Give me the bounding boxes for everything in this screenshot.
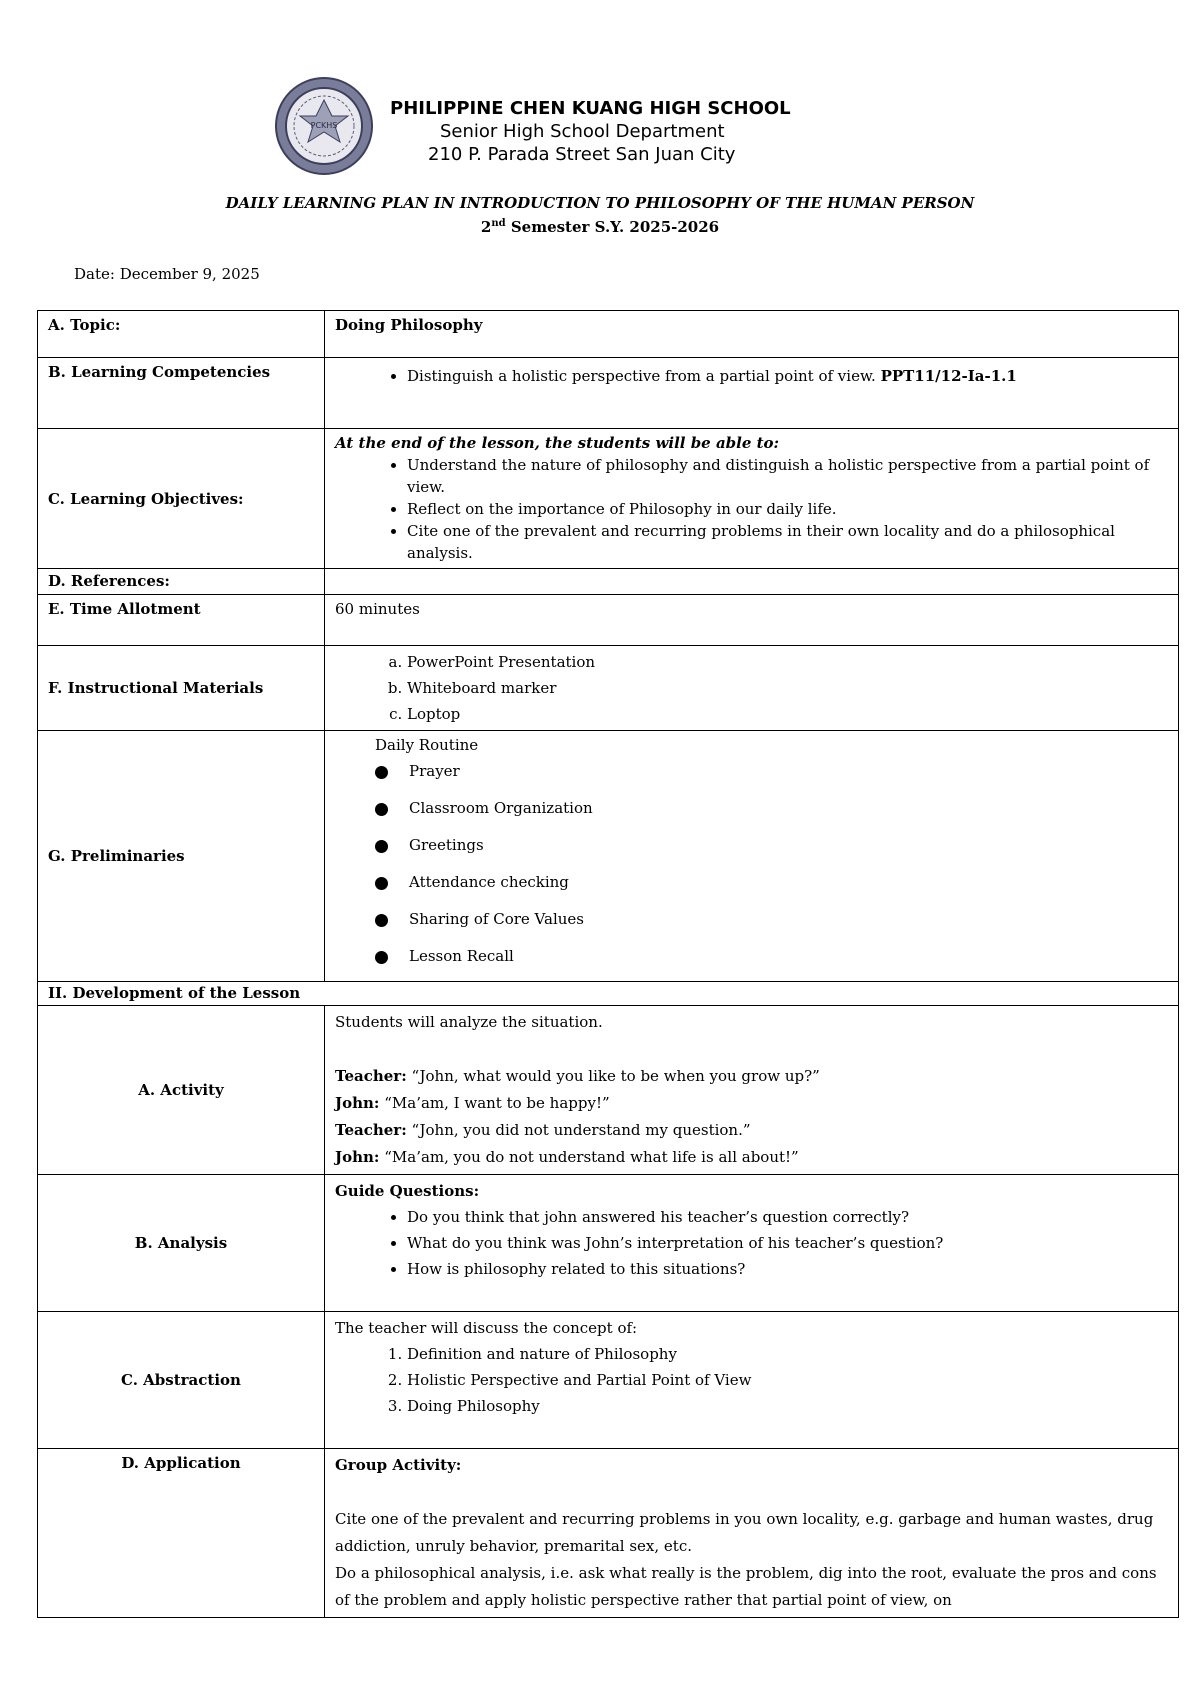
time-label: E. Time Allotment bbox=[38, 595, 325, 646]
materials-label: F. Instructional Materials bbox=[38, 646, 325, 731]
preliminaries-label: G. Preliminaries bbox=[38, 731, 325, 982]
row-materials bbox=[38, 646, 1179, 731]
row-application bbox=[38, 1449, 1179, 1618]
list-item: 1. Definition and nature of Philosophy bbox=[407, 1341, 1168, 1367]
analysis-label: B. Analysis bbox=[38, 1175, 325, 1312]
abstraction-value bbox=[325, 1312, 1179, 1449]
plan-date: Date: December 9, 2025 bbox=[74, 265, 260, 283]
references-label: D. References: bbox=[38, 569, 325, 595]
analysis-value bbox=[325, 1175, 1179, 1312]
list-item: c. Loptop bbox=[407, 701, 1168, 727]
competencies-value bbox=[325, 358, 1179, 429]
row-topic bbox=[38, 311, 1179, 358]
row-time-allotment bbox=[38, 595, 1179, 646]
topic-label: A. Topic: bbox=[38, 311, 325, 358]
list-item: a. PowerPoint Presentation bbox=[407, 649, 1168, 675]
list-item: 2. Holistic Perspective and Partial Point of View bbox=[407, 1367, 1168, 1393]
preliminaries-heading: Daily Routine bbox=[375, 736, 479, 754]
activity-intro: Students will analyze the situation. bbox=[335, 1013, 603, 1031]
list-item: • Do you think that john answered his teacher’s question correctly? bbox=[407, 1204, 1168, 1230]
row-abstraction bbox=[38, 1312, 1179, 1449]
dialogue-line: John: “Ma’am, you do not understand what life is all about!” bbox=[335, 1148, 799, 1166]
application-paragraph: Do a philosophical analysis, i.e. ask what really is the problem, dig into the root, evaluate the pros and cons of the problem and apply holistic perspective rather that partial point of view, on bbox=[335, 1564, 1157, 1609]
list-item: b. Whiteboard marker bbox=[407, 675, 1168, 701]
row-activity bbox=[38, 1006, 1179, 1175]
list-item: Lesson Recall bbox=[375, 941, 1168, 978]
application-paragraph: Cite one of the prevalent and recurring problems in you own locality, e.g. garbage and human wastes, drug addiction, unruly behavior, premarital sex, etc. bbox=[335, 1510, 1154, 1555]
plan-title: DAILY LEARNING PLAN IN INTRODUCTION TO PHILOSOPHY OF THE HUMAN PERSON bbox=[225, 194, 975, 212]
school-seal-logo bbox=[274, 76, 374, 176]
objectives-label: C. Learning Objectives: bbox=[38, 429, 325, 569]
school-name: PHILIPPINE CHEN KUANG HIGH SCHOOL bbox=[390, 98, 791, 119]
list-item: • What do you think was John’s interpretation of his teacher’s question? bbox=[407, 1230, 1168, 1256]
objectives-intro: At the end of the lesson, the students will be able to: bbox=[335, 434, 780, 452]
competencies-label: B. Learning Competencies bbox=[38, 358, 325, 429]
materials-value bbox=[325, 646, 1179, 731]
list-item: Attendance checking bbox=[375, 867, 1168, 904]
list-item: • Cite one of the prevalent and recurring problems in their own locality and do a philosophical analysis. bbox=[407, 520, 1168, 564]
activity-value bbox=[325, 1006, 1179, 1175]
references-value bbox=[325, 569, 1179, 595]
preliminaries-value bbox=[325, 731, 1179, 982]
abstraction-label: C. Abstraction bbox=[38, 1312, 325, 1449]
list-item: Greetings bbox=[375, 830, 1168, 867]
row-competencies bbox=[38, 358, 1179, 429]
analysis-heading: Guide Questions: bbox=[335, 1182, 480, 1200]
list-item: • Reflect on the importance of Philosophy in our daily life. bbox=[407, 498, 1168, 520]
semester-line: 2nd Semester S.Y. 2025-2026 bbox=[480, 218, 720, 236]
activity-label: A. Activity bbox=[38, 1006, 325, 1175]
abstraction-intro: The teacher will discuss the concept of: bbox=[335, 1319, 638, 1337]
list-item: • Understand the nature of philosophy and distinguish a holistic perspective from a partial point of view. bbox=[407, 454, 1168, 498]
row-analysis bbox=[38, 1175, 1179, 1312]
row-references bbox=[38, 569, 1179, 595]
objectives-value bbox=[325, 429, 1179, 569]
row-objectives bbox=[38, 429, 1179, 569]
department-name: Senior High School Department bbox=[440, 121, 725, 142]
dialogue-line: Teacher: “John, what would you like to be when you grow up?” bbox=[335, 1067, 820, 1085]
application-value bbox=[325, 1449, 1179, 1618]
list-item: Prayer bbox=[375, 756, 1168, 793]
learning-plan-table bbox=[37, 310, 1179, 1618]
list-item: Classroom Organization bbox=[375, 793, 1168, 830]
development-heading: II. Development of the Lesson bbox=[38, 982, 1179, 1006]
row-development bbox=[38, 982, 1179, 1006]
list-item: • Distinguish a holistic perspective from a partial point of view. PPT11/12-Ia-1.1 bbox=[407, 365, 1168, 387]
application-heading: Group Activity: bbox=[335, 1456, 462, 1474]
time-value: 60 minutes bbox=[325, 595, 1179, 646]
row-preliminaries bbox=[38, 731, 1179, 982]
dialogue-line: Teacher: “John, you did not understand my question.” bbox=[335, 1121, 751, 1139]
dialogue-line: John: “Ma’am, I want to be happy!” bbox=[335, 1094, 610, 1112]
svg-text:PCKHS: PCKHS bbox=[310, 121, 338, 130]
school-address: 210 P. Parada Street San Juan City bbox=[428, 144, 736, 165]
list-item: 3. Doing Philosophy bbox=[407, 1393, 1168, 1419]
list-item: • How is philosophy related to this situations? bbox=[407, 1256, 1168, 1282]
list-item: Sharing of Core Values bbox=[375, 904, 1168, 941]
topic-value: Doing Philosophy bbox=[325, 311, 1179, 358]
application-label: D. Application bbox=[38, 1449, 325, 1618]
